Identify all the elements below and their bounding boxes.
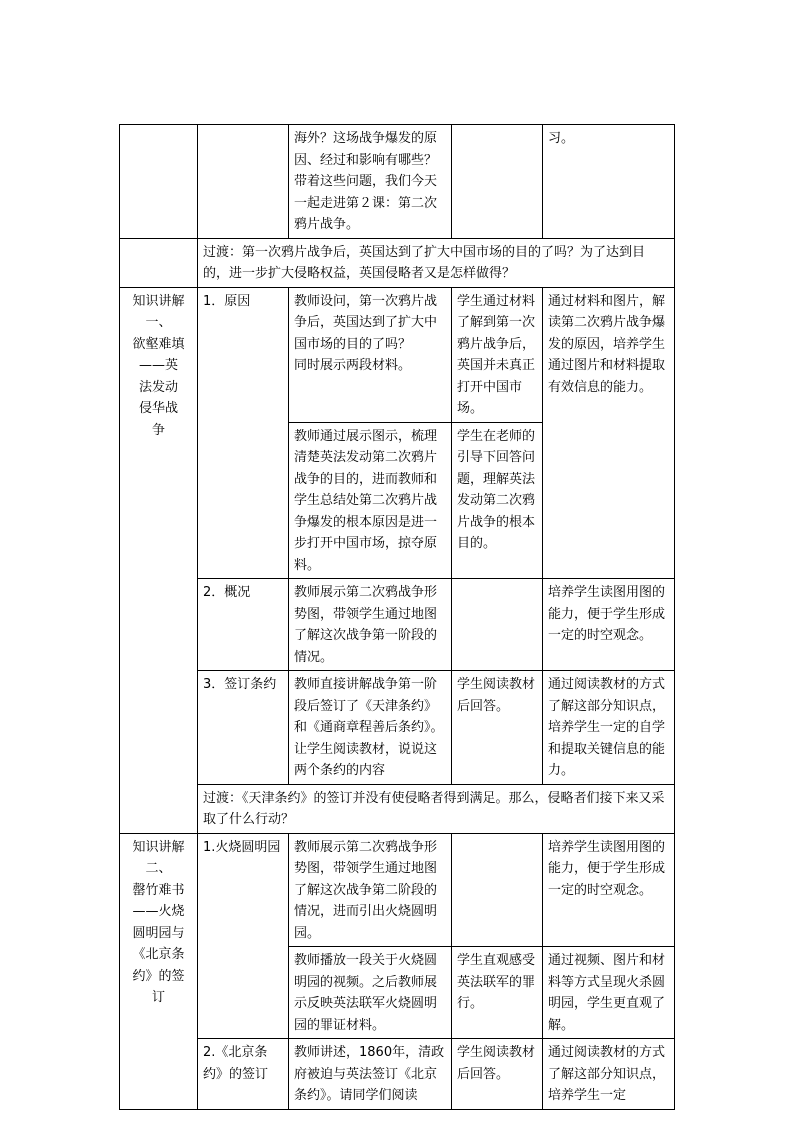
table-row [120, 125, 675, 239]
student-activity-cell: 学生通过材料了解到第一次鸦片战争后，英国并未真正打开中国市场。 [452, 287, 543, 422]
student-activity-cell: 学生在老师的引导下回答问题，理解英法发动第二次鸦片战争的根本目的。 [452, 422, 543, 579]
student-activity-cell [452, 833, 543, 947]
section-heading-line: 知识讲解 [132, 839, 185, 855]
section-heading-line: 约》的签 [132, 968, 185, 984]
design-intent-cell: 通过阅读教材的方式了解这部分知识点，培养学生一定的自学和提取关键信息的能力。 [543, 671, 675, 785]
design-intent-cell: 培养学生读图用图的能力，便于学生形成一定的时空观念。 [543, 579, 675, 671]
student-activity-cell: 学生阅读教材后回答。 [452, 671, 543, 785]
teacher-activity-cell: 海外？这场战争爆发的原因、经过和影响有哪些？带着这些问题，我们今天一起走进第２课：第二次鸦片战争。 [289, 125, 452, 239]
teacher-activity-cell: 教师展示第二次鸦战争形势图，带领学生通过地图了解这次战争第二阶段的情况，进而引出火烧圆明园。 [289, 833, 452, 947]
student-activity-cell [452, 579, 543, 671]
content-cell [198, 125, 289, 239]
teacher-activity-cell [289, 287, 452, 422]
table-row [120, 579, 675, 671]
teacher-activity-cell: 教师播放一段关于火烧圆明园的视频。之后教师展示反映英法联军火烧圆明园的罪证材料。 [289, 947, 452, 1039]
section-heading-2 [120, 833, 198, 1109]
transition-text: 过渡：第一次鸦片战争后，英国达到了扩大中国市场的目的了吗？为了达到目的，进一步扩大侵略权益，英国侵略者又是怎样做得？ [198, 238, 675, 287]
table-row [120, 1039, 675, 1110]
section-heading-1 [120, 287, 198, 833]
section-heading-line: ——英 [138, 358, 178, 373]
table-row [120, 287, 675, 422]
section-heading-line: 侵华战 [138, 401, 178, 416]
teacher-activity-line: 争后，英国达到了扩大中 [294, 315, 438, 330]
student-activity-cell: 学生直观感受英法联军的罪行。 [452, 947, 543, 1039]
table-row [120, 238, 675, 287]
lesson-plan-table [119, 124, 675, 1110]
table-row [120, 784, 675, 833]
teacher-activity-line: 教师设问，第一次鸦片战 [294, 293, 438, 309]
design-intent-cell: 通过阅读教材的方式了解这部分知识点，培养学生一定 [543, 1039, 675, 1110]
content-label: 1.火烧圆明园 [198, 833, 289, 1039]
transition-text: 过渡：《天津条约》的签订并没有使侵略者得到满足。那么，侵略者们接下来又采取了什么行动？ [198, 784, 675, 833]
table-row [120, 833, 675, 947]
table-row [120, 671, 675, 785]
design-intent-cell: 习。 [543, 125, 675, 239]
section-cell [120, 238, 198, 287]
section-heading-line: 一、 [145, 315, 172, 330]
section-heading-line: 二、 [145, 861, 172, 876]
content-label: 2．概况 [198, 579, 289, 671]
design-intent-cell: 通过材料和图片，解读第二次鸦片战争爆发的原因，培养学生通过图片和材料提取有效信息的能力。 [543, 287, 675, 579]
content-label: 1．原因 [198, 287, 289, 579]
section-heading-line: ——火烧 [132, 904, 185, 919]
section-heading-line: 圆明园与 [132, 925, 185, 941]
teacher-activity-line: 国市场的目的了吗？ [294, 336, 412, 352]
content-label: 3．签订条约 [198, 671, 289, 785]
design-intent-cell: 通过视频、图片和材料等方式呈现火杀圆明园，学生更直观了解。 [543, 947, 675, 1039]
teacher-activity-cell: 教师通过展示图示，梳理清楚英法发动第二次鸦片战争的目的，进而教师和学生总结处第二次鸦片战争爆发的根本原因是进一步打开中国市场，掠夺原料。 [289, 422, 452, 579]
section-cell [120, 125, 198, 239]
teacher-activity-cell: 教师展示第二次鸦战争形势图，带领学生通过地图了解这次战争第一阶段的情况。 [289, 579, 452, 671]
teacher-activity-cell: 教师直接讲解战争第一阶段后签订了《天津条约》和《通商章程善后条约》。让学生阅读教材，说说这两个条约的内容 [289, 671, 452, 785]
section-heading-line: 争 [151, 422, 165, 438]
design-intent-cell: 培养学生读图用图的能力，便于学生形成一定的时空观念。 [543, 833, 675, 947]
content-label: 2.《北京条约》的签订 [198, 1039, 289, 1110]
teacher-activity-line: 同时展示两段材料。 [294, 358, 412, 373]
student-activity-cell: 学生阅读教材后回答。 [452, 1039, 543, 1110]
section-heading-line: 欲壑难填 [132, 336, 185, 352]
section-heading-line: 《北京条 [132, 947, 185, 962]
section-heading-line: 罄竹难书 [132, 882, 185, 898]
section-heading-line: 知识讲解 [132, 293, 185, 309]
section-heading-line: 法发动 [138, 379, 178, 395]
section-heading-line: 订 [151, 990, 165, 1005]
teacher-activity-cell: 教师讲述，1860年，清政府被迫与英法签订《北京条约》。请同学们阅读 [289, 1039, 452, 1110]
student-activity-cell [452, 125, 543, 239]
